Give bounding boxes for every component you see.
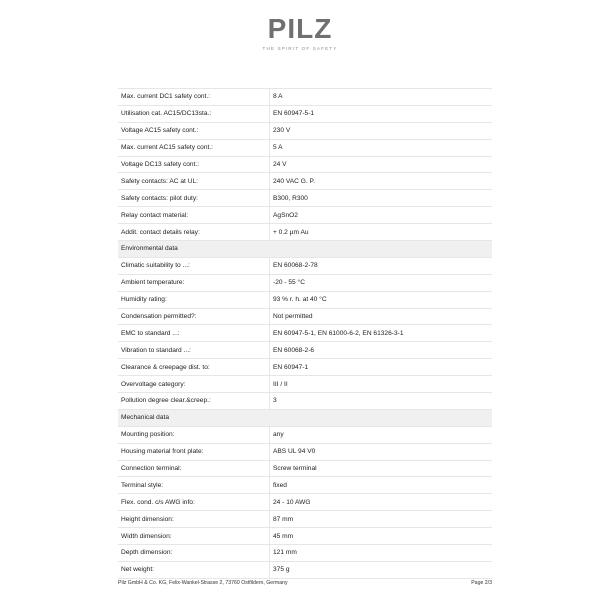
spec-value: 87 mm [270,511,493,528]
spec-label: Height dimension: [118,511,270,528]
table-row [118,156,492,173]
table-row [118,257,492,274]
pilz-logo [0,14,600,51]
spec-label: Humidity rating: [118,291,270,308]
spec-value: Not permitted [270,308,493,325]
spec-value: 3 [270,393,493,410]
spec-label: EMC to standard ...: [118,325,270,342]
table-row [118,190,492,207]
spec-label: Relay contact material: [118,207,270,224]
spec-label: Width dimension: [118,528,270,545]
spec-label: Net weight: [118,561,270,578]
table-row [118,325,492,342]
table-row [118,359,492,376]
spec-label: Vibration to standard ...: [118,342,270,359]
spec-label: Safety contacts: AC at UL: [118,173,270,190]
table-row [118,274,492,291]
spec-label: Climatic suitability to ...: [118,257,270,274]
spec-value: 240 VAC G. P. [270,173,493,190]
spec-label: Clearance & creepage dist. to: [118,359,270,376]
spec-value: any [270,426,493,443]
logo-wordmark: PILZ [267,13,333,44]
spec-label: Voltage DC13 safety cont.: [118,156,270,173]
spec-value: + 0.2 µm Au [270,224,493,241]
spec-value: fixed [270,477,493,494]
table-row [118,494,492,511]
spec-label: Condensation permitted?: [118,308,270,325]
spec-value: 8 A [270,89,493,106]
table-row [118,528,492,545]
spec-value: 93 % r. h. at 40 °C [270,291,493,308]
page-number: Page 2/3 [471,580,492,586]
spec-value: 45 mm [270,528,493,545]
spec-label: Addit. contact details relay: [118,224,270,241]
section-title: Environmental data [118,241,492,258]
spec-value: AgSnO2 [270,207,493,224]
spec-value: 5 A [270,139,493,156]
company-address: Pilz GmbH & Co. KG, Felix-Wankel-Strasse 2, 73760 Ostfildern, Germany [118,580,288,586]
section-header-row [118,409,492,426]
spec-label: Utilisation cat. AC15/DC13sta.: [118,105,270,122]
technical-data-body [118,89,492,579]
table-row [118,460,492,477]
table-row [118,342,492,359]
spec-value: 230 V [270,122,493,139]
spec-value: 24 V [270,156,493,173]
spec-label: Pollution degree clear.&creep.: [118,393,270,410]
logo-tagline: THE SPIRIT OF SAFETY [262,46,338,51]
section-header-row [118,241,492,258]
spec-value: ABS UL 94 V0 [270,443,493,460]
section-title: Mechanical data [118,409,492,426]
table-row [118,122,492,139]
table-row [118,426,492,443]
spec-value: B300, R300 [270,190,493,207]
spec-label: Mounting position: [118,426,270,443]
spec-value: Screw terminal [270,460,493,477]
spec-value: EN 60947-5-1 [270,105,493,122]
table-row [118,173,492,190]
table-row [118,308,492,325]
spec-label: Housing material front plate: [118,443,270,460]
spec-value: III / II [270,376,493,393]
table-row [118,477,492,494]
table-row [118,511,492,528]
spec-value: 375 g [270,561,493,578]
spec-label: Max. current DC1 safety cont.: [118,89,270,106]
table-row [118,139,492,156]
table-row [118,545,492,562]
spec-value: EN 60068-2-6 [270,342,493,359]
technical-data-table [118,88,492,579]
table-row [118,207,492,224]
spec-value: EN 60068-2-78 [270,257,493,274]
table-row [118,105,492,122]
table-row [118,561,492,578]
spec-label: Terminal style: [118,477,270,494]
spec-label: Voltage AC15 safety cont.: [118,122,270,139]
spec-value: EN 60947-5-1, EN 61000-6-2, EN 61326-3-1 [270,325,493,342]
spec-value: 24 - 10 AWG [270,494,493,511]
spec-label: Max. current AC15 safety cont.: [118,139,270,156]
table-row [118,443,492,460]
table-row [118,393,492,410]
spec-value: 121 mm [270,545,493,562]
page-footer [118,580,492,586]
spec-label: Connection terminal: [118,460,270,477]
table-row [118,224,492,241]
table-row [118,291,492,308]
spec-value: -20 - 55 °C [270,274,493,291]
spec-label: Ambient temperature: [118,274,270,291]
spec-label: Depth dimension: [118,545,270,562]
spec-label: Overvoltage category: [118,376,270,393]
spec-value: EN 60947-1 [270,359,493,376]
spec-label: Flex. cond. c/s AWG info: [118,494,270,511]
table-row [118,376,492,393]
spec-label: Safety contacts: pilot duty: [118,190,270,207]
table-row [118,89,492,106]
